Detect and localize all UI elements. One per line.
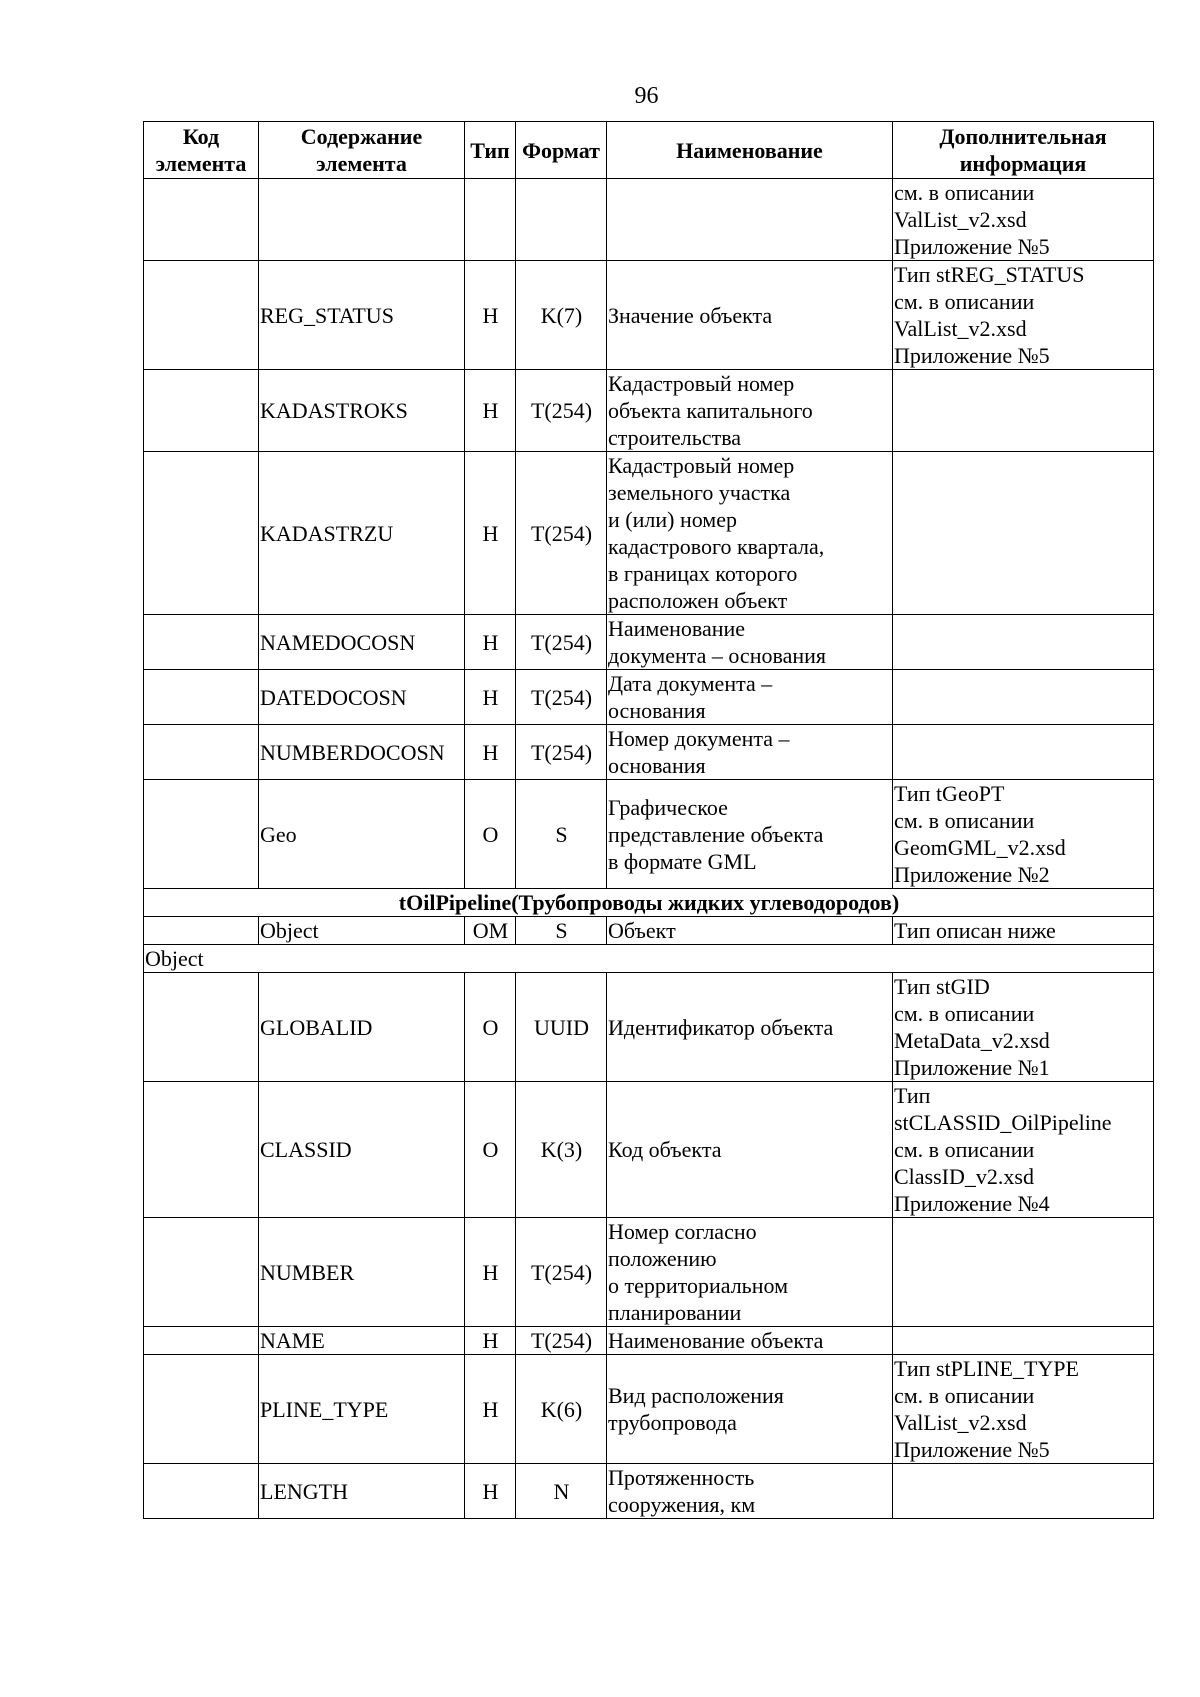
table-row <box>144 780 1154 889</box>
cell-content: NAME <box>259 1327 465 1355</box>
cell-format: Т(254) <box>516 452 607 615</box>
header-format: Формат <box>516 122 607 179</box>
cell-type: Н <box>465 1464 516 1519</box>
object-row <box>144 917 1154 945</box>
table-header-row <box>144 122 1154 179</box>
cell-content: GLOBALID <box>259 973 465 1082</box>
cell-format: Т(254) <box>516 615 607 670</box>
cell-content: NUMBERDOCOSN <box>259 725 465 780</box>
cell-type: О <box>465 1082 516 1218</box>
cell-content: PLINE_TYPE <box>259 1355 465 1464</box>
cell-format: UUID <box>516 973 607 1082</box>
cell-name: Значение объекта <box>607 261 893 370</box>
cell-code <box>144 973 259 1082</box>
section-title-row <box>144 889 1154 917</box>
cell-content: NUMBER <box>259 1218 465 1327</box>
page-number: 96 <box>634 83 659 109</box>
header-content: Содержание элемента <box>259 122 465 179</box>
header-code: Код элемента <box>144 122 259 179</box>
cell-name: Номер документа – основания <box>607 725 893 780</box>
cell-content: CLASSID <box>259 1082 465 1218</box>
cell-content: LENGTH <box>259 1464 465 1519</box>
cell-type: Н <box>465 1355 516 1464</box>
cell-type <box>465 179 516 261</box>
cell-name: Графическое представление объекта в формате GML <box>607 780 893 889</box>
table-row <box>144 179 1154 261</box>
table-row <box>144 725 1154 780</box>
table-row <box>144 452 1154 615</box>
cell-type: Н <box>465 670 516 725</box>
cell-content: KADASTRZU <box>259 452 465 615</box>
cell-type: О <box>465 780 516 889</box>
cell-info <box>893 725 1154 780</box>
cell-code <box>144 615 259 670</box>
cell-info <box>893 452 1154 615</box>
cell-name: Кадастровый номер земельного участка и (или) номер кадастрового квартала, в границах которого расположен объект <box>607 452 893 615</box>
cell-content: KADASTROKS <box>259 370 465 452</box>
cell-format: K(7) <box>516 261 607 370</box>
cell-name: Вид расположения трубопровода <box>607 1355 893 1464</box>
table-row <box>144 973 1154 1082</box>
cell-format: N <box>516 1464 607 1519</box>
cell-content: REG_STATUS <box>259 261 465 370</box>
cell-code <box>144 1327 259 1355</box>
table-row <box>144 370 1154 452</box>
cell-type: Н <box>465 1327 516 1355</box>
table-row <box>144 1355 1154 1464</box>
cell-info <box>893 615 1154 670</box>
table-row <box>144 1218 1154 1327</box>
cell-type: ОМ <box>465 917 516 945</box>
cell-name: Наименование документа – основания <box>607 615 893 670</box>
cell-info: Тип stCLASSID_OilPipeline см. в описании ClassID_v2.xsd Приложение №4 <box>893 1082 1154 1218</box>
cell-content: Object <box>259 917 465 945</box>
table-row <box>144 1464 1154 1519</box>
cell-info: Тип stPLINE_TYPE см. в описании ValList_v2.xsd Приложение №5 <box>893 1355 1154 1464</box>
cell-format: Т(254) <box>516 1327 607 1355</box>
cell-code <box>144 1355 259 1464</box>
cell-code <box>144 1082 259 1218</box>
cell-content: NAMEDOCOSN <box>259 615 465 670</box>
cell-info: см. в описании ValList_v2.xsd Приложение №5 <box>893 179 1154 261</box>
cell-content: Geo <box>259 780 465 889</box>
header-name: Наименование <box>607 122 893 179</box>
object-label-row <box>144 945 1154 973</box>
header-info: Дополнительная информация <box>893 122 1154 179</box>
cell-info <box>893 670 1154 725</box>
cell-type: Н <box>465 615 516 670</box>
cell-code <box>144 670 259 725</box>
cell-info <box>893 1327 1154 1355</box>
cell-code <box>144 452 259 615</box>
table-row <box>144 615 1154 670</box>
cell-code <box>144 370 259 452</box>
cell-name: Код объекта <box>607 1082 893 1218</box>
cell-format: K(3) <box>516 1082 607 1218</box>
table-row <box>144 261 1154 370</box>
cell-content: DATEDOCOSN <box>259 670 465 725</box>
cell-name: Объект <box>607 917 893 945</box>
table-row <box>144 1082 1154 1218</box>
cell-info <box>893 1218 1154 1327</box>
cell-format: S <box>516 780 607 889</box>
cell-name: Кадастровый номер объекта капитального строительства <box>607 370 893 452</box>
cell-info: Тип stREG_STATUS см. в описании ValList_v2.xsd Приложение №5 <box>893 261 1154 370</box>
section-title: tOilPipeline(Трубопроводы жидких углеводородов) <box>144 889 1154 917</box>
cell-type: Н <box>465 261 516 370</box>
cell-name: Идентификатор объекта <box>607 973 893 1082</box>
cell-name: Протяженность сооружения, км <box>607 1464 893 1519</box>
cell-format: Т(254) <box>516 725 607 780</box>
cell-info: Тип stGID см. в описании MetaData_v2.xsd Приложение №1 <box>893 973 1154 1082</box>
cell-format: K(6) <box>516 1355 607 1464</box>
header-type: Тип <box>465 122 516 179</box>
cell-format <box>516 179 607 261</box>
cell-name: Номер согласно положению о территориальном планировании <box>607 1218 893 1327</box>
object-label: Object <box>144 945 1154 973</box>
cell-type: Н <box>465 452 516 615</box>
cell-code <box>144 261 259 370</box>
cell-info <box>893 370 1154 452</box>
cell-info: Тип tGeoPT см. в описании GeomGML_v2.xsd Приложение №2 <box>893 780 1154 889</box>
cell-name <box>607 179 893 261</box>
cell-info: Тип описан ниже <box>893 917 1154 945</box>
cell-name: Наименование объекта <box>607 1327 893 1355</box>
specification-table <box>143 121 1154 1519</box>
cell-content <box>259 179 465 261</box>
cell-name: Дата документа – основания <box>607 670 893 725</box>
table-row <box>144 1327 1154 1355</box>
table-row <box>144 670 1154 725</box>
cell-format: S <box>516 917 607 945</box>
cell-type: О <box>465 973 516 1082</box>
cell-code <box>144 1464 259 1519</box>
cell-code <box>144 780 259 889</box>
cell-info <box>893 1464 1154 1519</box>
cell-type: Н <box>465 370 516 452</box>
cell-format: Т(254) <box>516 670 607 725</box>
cell-format: Т(254) <box>516 370 607 452</box>
cell-code <box>144 179 259 261</box>
cell-type: Н <box>465 725 516 780</box>
cell-code <box>144 917 259 945</box>
cell-type: Н <box>465 1218 516 1327</box>
cell-code <box>144 725 259 780</box>
cell-format: Т(254) <box>516 1218 607 1327</box>
cell-code <box>144 1218 259 1327</box>
